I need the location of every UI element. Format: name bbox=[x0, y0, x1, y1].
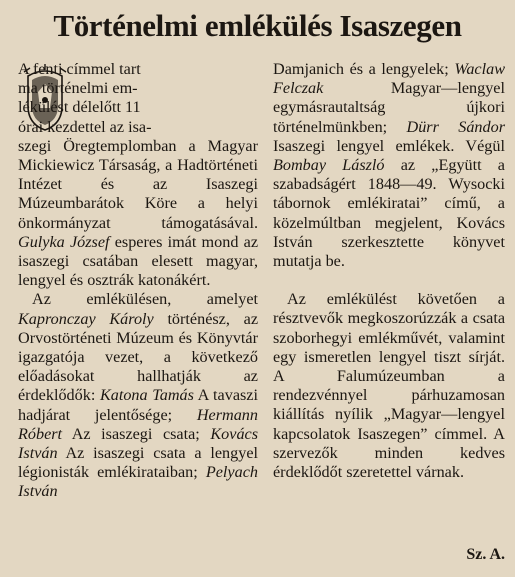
intro-line-1: A fenti címmel tart bbox=[18, 60, 141, 78]
paragraph-2-text: történész, az Orvostörténeti Múzeum és Könyvtár igazgatója vezet, a következő előadásokat hallhatják az érdeklődők: bbox=[18, 309, 258, 405]
intro-line-2: ma történelmi em- bbox=[18, 79, 138, 98]
person-name: Kapronczay Károly bbox=[18, 309, 154, 328]
paragraph-2-text: Magyar—lengyel egymásrautaltság újkori történelmünkben; bbox=[273, 79, 505, 136]
paragraph-2-text: Damjanich és a lengyelek; bbox=[273, 60, 449, 78]
paragraph-1 bbox=[18, 137, 258, 291]
paragraph-2-start: Az emlékülésen, amelyet bbox=[32, 290, 258, 309]
paragraph-2-continued bbox=[273, 60, 505, 271]
person-name: Dürr Sándor bbox=[406, 117, 505, 136]
intro-lines bbox=[18, 60, 258, 137]
paragraph-1-text: szegi Öregtemplomban a Magyar Mickiewicz Társaság, a Hadtörténeti Intézet és az Isaszegi Múzeumbarátok Köre a helyi önkormányzat támogatásával. bbox=[18, 136, 258, 232]
author-signature: Sz. A. bbox=[466, 546, 505, 563]
person-name: Waclaw Felczak bbox=[273, 60, 506, 98]
article-title: Történelmi emlékülés Isaszegen bbox=[53, 8, 462, 43]
left-column bbox=[18, 60, 258, 502]
paragraph-3: Az emlékülést követően a résztvevők megkoszorúzzák a csata szoborhegyi emlékművét, valamint egy ismeretlen lengyel tiszt sírját. A Falumúzeumban a rendezvénnyel párhuzamosan kiállítás nyílik „Magyar—lengyel kapcsolatok Isaszegen” címmel. A szervezők minden kedves érdeklődőt szeretettel várnak. bbox=[273, 290, 505, 482]
intro-line-3: lékülést délelőtt 11 bbox=[18, 98, 141, 117]
paragraph-2-text: az „Együtt a szabadságért 1848—49. Wysocki tábornok emlékiratai” című, a közelmúltban megjelent, Kovács István szerkesztette könyvet mutatja be. bbox=[273, 156, 505, 271]
person-name: Hermann Róbert bbox=[18, 405, 258, 443]
person-name: Kovács István bbox=[18, 424, 259, 463]
paragraph-2-text: Isaszegi lengyel emlékek. Végül bbox=[273, 136, 505, 155]
right-column bbox=[273, 60, 505, 482]
person-name: Bombay László bbox=[273, 156, 385, 175]
paragraph-2 bbox=[18, 290, 258, 501]
person-name: Pelyach István bbox=[18, 463, 258, 501]
paragraph-2-text: A tavaszi hadjárat jelentősége; bbox=[18, 386, 258, 424]
intro-line-4: órai kezdettel az isa- bbox=[18, 117, 152, 136]
paragraph-1-end: esperes imát mond az isaszegi csatában elesett magyar, lengyel és osztrák katonákért. bbox=[18, 232, 259, 290]
paragraph-2-text: Az isaszegi csata; bbox=[71, 424, 200, 443]
person-name: Katona Tamás bbox=[99, 386, 194, 405]
person-name: Gulyka József bbox=[18, 232, 110, 251]
paragraph-2-text: Az isaszegi csata a lengyel légionisták emlékirataiban; bbox=[18, 444, 258, 482]
